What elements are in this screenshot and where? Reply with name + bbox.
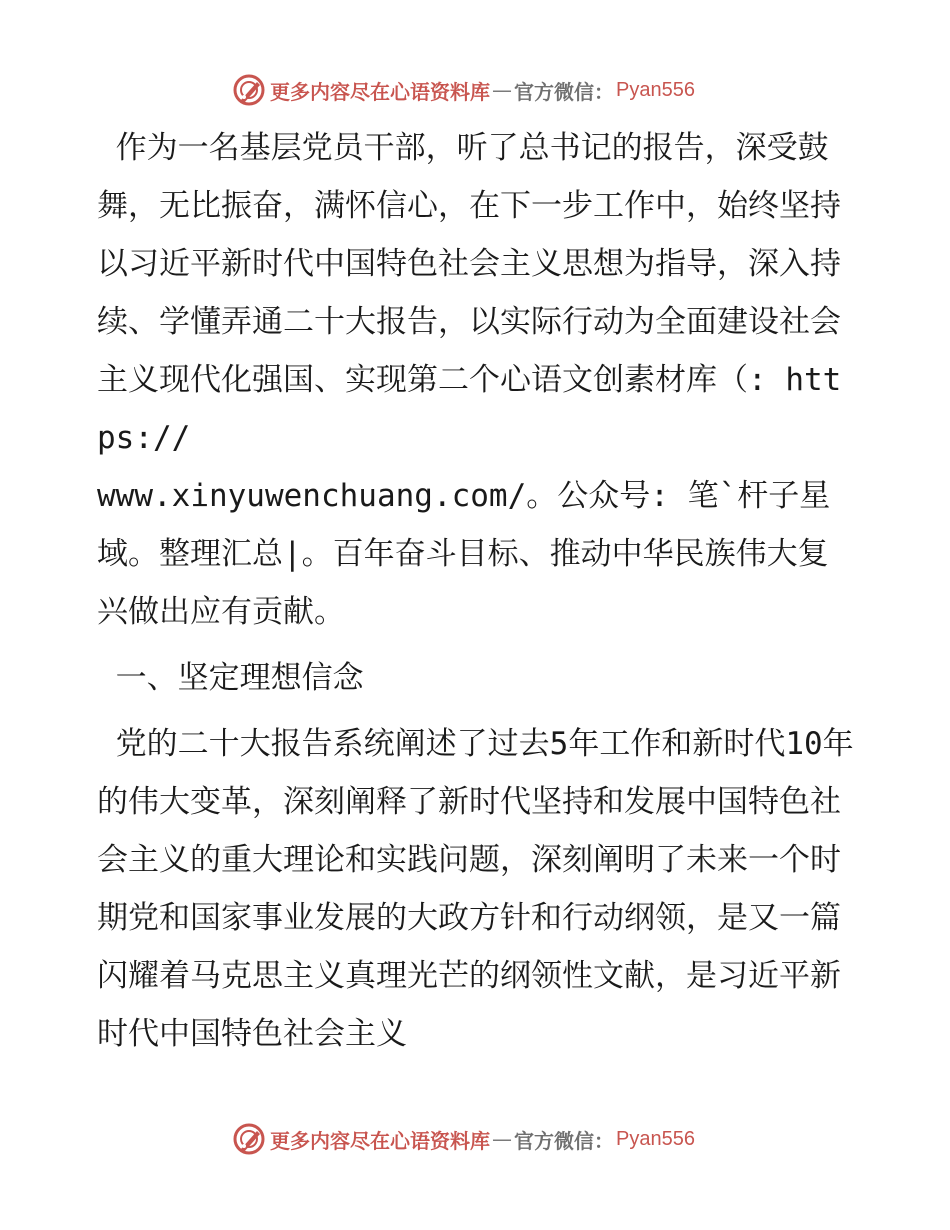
banner-wechat-id: Pyan556 [616, 78, 695, 101]
banner-wechat-label: 官方微信： [514, 1128, 614, 1153]
section-heading: 一、坚定理想信念 [97, 660, 364, 696]
banner-dash: — [492, 1127, 512, 1151]
pen-logo-icon [232, 73, 266, 107]
footer-banner [232, 1121, 695, 1157]
header-banner [232, 72, 695, 108]
banner-title: 更多内容尽在心语资料库 [270, 79, 490, 104]
banner-dash: — [492, 78, 512, 102]
pen-logo-icon [232, 1122, 266, 1156]
paragraph-intro: 作为一名基层党员干部，听了总书记的报告，深受鼓舞，无比振奋，满怀信心，在下一步工作中，始终坚持以习近平新时代中国特色社会主义思想为指导，深入持续、学懂弄通二十大报告，以实际行动为全面建设社会主义现代化强国、实现第二个心语文创素材库（: https:// www.xinyuwenchuang.com/。公众号: 笔`杆子星域。整理汇总|。百年奋斗目标、推动中华民族伟大复兴做出应有贡献。 [97, 130, 842, 630]
banner-title: 更多内容尽在心语资料库 [270, 1128, 490, 1153]
banner-wechat-id: Pyan556 [616, 1127, 695, 1150]
banner-wechat-label: 官方微信： [514, 79, 614, 104]
document-body [97, 119, 857, 1063]
paragraph-section-one: 党的二十大报告系统阐述了过去5年工作和新时代10年的伟大变革，深刻阐释了新时代坚持和发展中国特色社会主义的重大理论和实践问题，深刻阐明了未来一个时期党和国家事业发展的大政方针和行动纲领，是又一篇闪耀着马克思主义真理光芒的纲领性文献，是习近平新时代中国特色社会主义 [97, 726, 854, 1052]
